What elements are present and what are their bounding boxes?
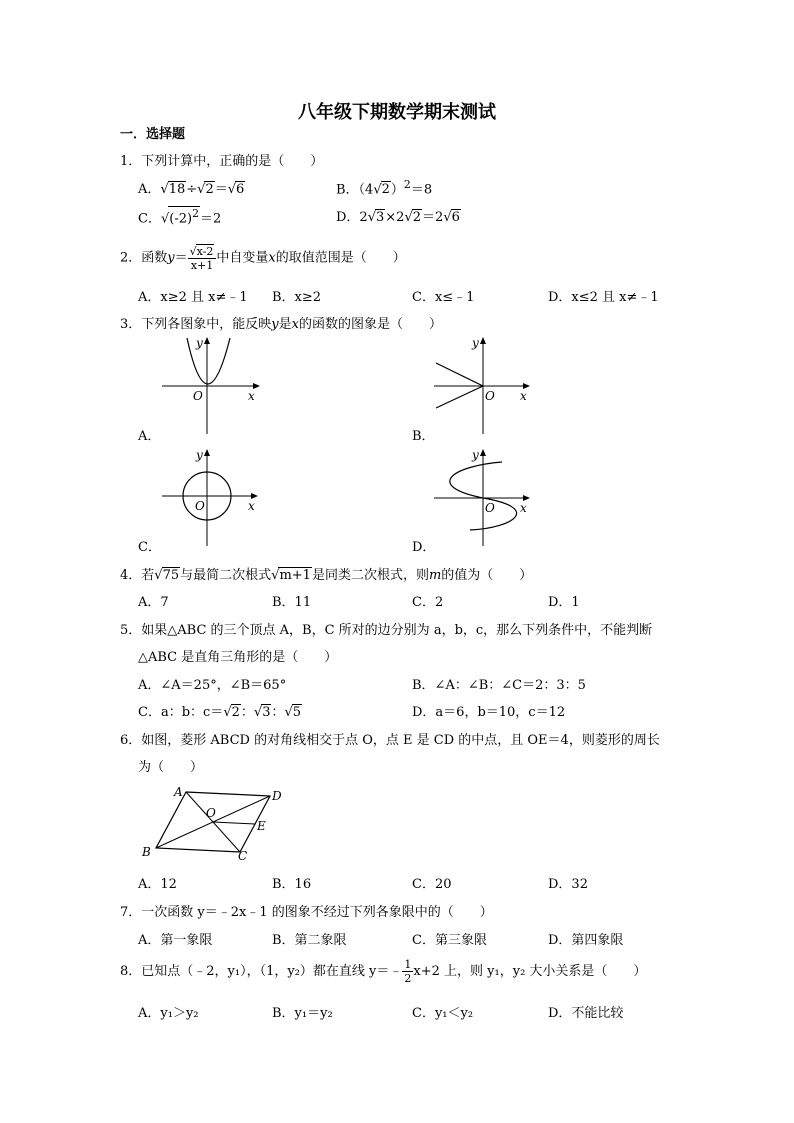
q2-suffix2: 的取值范围是（ ） [275, 250, 406, 266]
q7-option-c: C．第三象限 [412, 933, 487, 948]
q2-den: x+1 [190, 259, 214, 272]
q2-suffix1: 中自变量 [216, 250, 269, 266]
q1-a-rad3: 6 [236, 182, 245, 197]
q1-c-exp: 2 [192, 207, 199, 220]
ray-upper [436, 363, 483, 386]
q3-stem-c: 的函数的图象是（ ） [299, 317, 443, 332]
x-label: x [248, 389, 255, 403]
x-label: x [520, 501, 527, 515]
q3-label-c: C． [138, 540, 161, 555]
q3-x: x [291, 317, 299, 332]
q2-x: x [268, 250, 276, 266]
parabola-curve [187, 338, 230, 384]
q2-stem [120, 244, 406, 272]
q6-line2: 为（ ） [138, 760, 204, 775]
origin-label: O [193, 389, 203, 403]
q3-stem-b: 是 [278, 317, 292, 332]
y-label: y [196, 448, 203, 462]
q6-option-d: D．32 [548, 877, 588, 892]
q2-option-b: B．x≥2 [272, 290, 322, 305]
q8-prefix: 8．已知点（﹣2，y₁），（1，y₂）都在直线 y＝﹣ [120, 964, 403, 979]
x-label: x [248, 499, 255, 513]
q3-graph-c [160, 446, 264, 550]
q7-option-a: A．第一象限 [138, 933, 213, 948]
q6-option-a: A．12 [138, 877, 177, 892]
q2-option-c: C．x≤﹣1 [412, 290, 475, 305]
q4-m: m [428, 568, 442, 583]
q8-option-d: D．不能比较 [548, 1006, 624, 1021]
q5-option-a: A．∠A＝25°，∠B＝65° [138, 678, 287, 693]
y-axis-arrow-icon [480, 449, 486, 456]
q3-graph-a [160, 334, 264, 438]
q1-c-eq: ＝2 [199, 211, 222, 227]
q1-d-eq: ＝2 [422, 210, 444, 225]
q8-fraction [402, 958, 413, 985]
q3-stem-a: 3．下列各图象中，能反映 [120, 317, 272, 332]
q4-option-b: B．11 [272, 595, 312, 610]
q8-stem [120, 958, 646, 985]
q1-a-rad1: 18 [168, 182, 186, 197]
q4-suffix-b: 的值为（ ） [441, 568, 533, 583]
q4-option-c: C．2 [412, 595, 444, 610]
q4-suffix-a: 是同类二次根式，则 [311, 568, 429, 583]
q6-option-c: C．20 [412, 877, 452, 892]
q1-b-exp: 2 [403, 178, 411, 191]
q4-rad1: 75 [162, 568, 180, 583]
q1-option-b: B．$(4√2)^2=8$ [336, 178, 433, 198]
q7-stem: 7．一次函数 y＝﹣2x﹣1 的图象不经过下列各象限中的（ ） [120, 905, 493, 920]
q1-d-prefix: D．2 [336, 210, 368, 225]
q4-stem: 4．若√75与最简二次根式√m+1是同类二次根式，则m的值为（ ） [120, 568, 533, 583]
q2-fraction: $\frac{√x-2}{x+1}$ [188, 244, 217, 272]
point-e-label: E [257, 819, 266, 833]
q8-den: 2 [404, 972, 412, 985]
q7-option-b: B．第二象限 [272, 933, 347, 948]
point-d-label: D [272, 789, 282, 803]
q2-num: x-2 [196, 245, 214, 258]
q3-stem [120, 313, 442, 332]
q1-a-eq: ＝ [214, 182, 228, 197]
q1-d-rad2: 2 [412, 210, 422, 225]
q4-rad2: m+1 [279, 568, 311, 583]
q6-line1: 6．如图，菱形 ABCD 的对角线相交于点 O，点 E 是 CD 的中点，且 OE＝4，则菱形的周长 [120, 733, 660, 748]
segment-oe [213, 822, 255, 824]
q8-option-c: C．y₁＜y₂ [412, 1006, 474, 1021]
q2-prefix: 2．函数 [120, 250, 168, 266]
q1-c-rad [168, 206, 200, 226]
y-axis-arrow-icon [204, 337, 210, 344]
q1-b-eq: ＝8 [410, 182, 433, 198]
y-axis-arrow-icon [204, 449, 210, 456]
q1-a-prefix: A． [138, 182, 161, 197]
x-label: x [520, 389, 527, 403]
q2-y: y [167, 250, 175, 266]
point-c-label: C [238, 849, 248, 863]
q5-c-sep1: ： [240, 705, 254, 720]
q3-label-a: A． [138, 429, 161, 444]
point-a-label: A [174, 785, 183, 799]
y-label: y [472, 448, 479, 462]
q1-a-mid: ÷ [186, 182, 198, 197]
q5-c-prefix: C．a：b：c＝ [138, 705, 224, 720]
point-b-label: B [142, 845, 151, 859]
q1-b-rad: 2 [381, 182, 390, 198]
q5-c-rad3: 5 [292, 705, 302, 720]
section-heading: 一．选择题 [120, 127, 186, 142]
q5-option-b: B．∠A：∠B：∠C＝2：3：5 [412, 678, 586, 693]
q1-option-d: D．2√3×2√2＝2√6 [336, 210, 460, 225]
q5-c-rad2: 3 [262, 705, 271, 720]
q1-b-suffix: ） [390, 182, 404, 198]
y-label: y [472, 336, 479, 350]
q3-label-d: D． [412, 540, 436, 555]
origin-label: O [485, 501, 495, 515]
q3-label-b: B． [412, 429, 435, 444]
q1-a-rad2: 2 [205, 182, 214, 197]
y-label: y [196, 336, 203, 350]
q1-c-prefix: C． [138, 211, 161, 227]
page-title: 八年级下期数学期末测试 [298, 102, 496, 123]
q2-option-d: D．x≤2 且 x≠﹣1 [548, 290, 659, 305]
ray-lower [436, 386, 483, 408]
q1-c-inner: (-2) [169, 211, 193, 227]
q1-b-prefix: B．（4 [336, 182, 374, 198]
q4-option-d: D．1 [548, 595, 580, 610]
q7-option-d: D．第四象限 [548, 933, 624, 948]
origin-label: O [485, 389, 495, 403]
point-o-label: O [206, 806, 216, 820]
q1-d-mid: ×2 [385, 210, 405, 225]
q5-line2: △ABC 是直角三角形的是（ ） [138, 650, 338, 665]
q4-option-a: A．7 [138, 595, 169, 610]
q1-option-a: A．√18÷√2＝√6 [138, 182, 245, 197]
q2-option-a: A．x≥2 且 x≠﹣1 [138, 290, 248, 305]
q8-option-b: B．y₁＝y₂ [272, 1006, 333, 1021]
q8-option-a: A．y₁＞y₂ [138, 1006, 199, 1021]
q8-num: 1 [404, 958, 412, 971]
q3-y: y [271, 317, 279, 332]
q8-suffix: x+2 上，则 y₁，y₂ 大小关系是（ ） [413, 964, 647, 979]
q4-prefix: 4．若 [120, 568, 155, 583]
q1-d-rad3: 6 [451, 210, 460, 225]
q4-mid: 与最简二次根式 [180, 568, 272, 583]
q5-option-c: C．a：b：c＝√2：√3：√5 [138, 705, 302, 720]
q1-option-c: C．$√(-2)^2=2$ [138, 207, 222, 227]
q5-c-rad1: 2 [231, 705, 240, 720]
q5-option-d: D．a＝6，b＝10，c＝12 [412, 705, 566, 720]
q1-d-rad1: 3 [376, 210, 385, 225]
q1-stem: 1．下列计算中，正确的是（ ） [120, 154, 324, 169]
q3-graph-b [432, 334, 536, 438]
q2-eq: ＝ [174, 250, 188, 266]
q6-option-b: B．16 [272, 877, 312, 892]
q6-rhombus-figure [136, 782, 296, 864]
y-axis-arrow-icon [480, 337, 486, 344]
q5-line1: 5．如果△ABC 的三个顶点 A，B，C 所对的边分别为 a，b，c，那么下列条件中，不能判断 [120, 623, 653, 638]
q3-graph-d [432, 446, 536, 550]
origin-label: O [195, 499, 205, 513]
q5-c-sep2: ： [271, 705, 285, 720]
